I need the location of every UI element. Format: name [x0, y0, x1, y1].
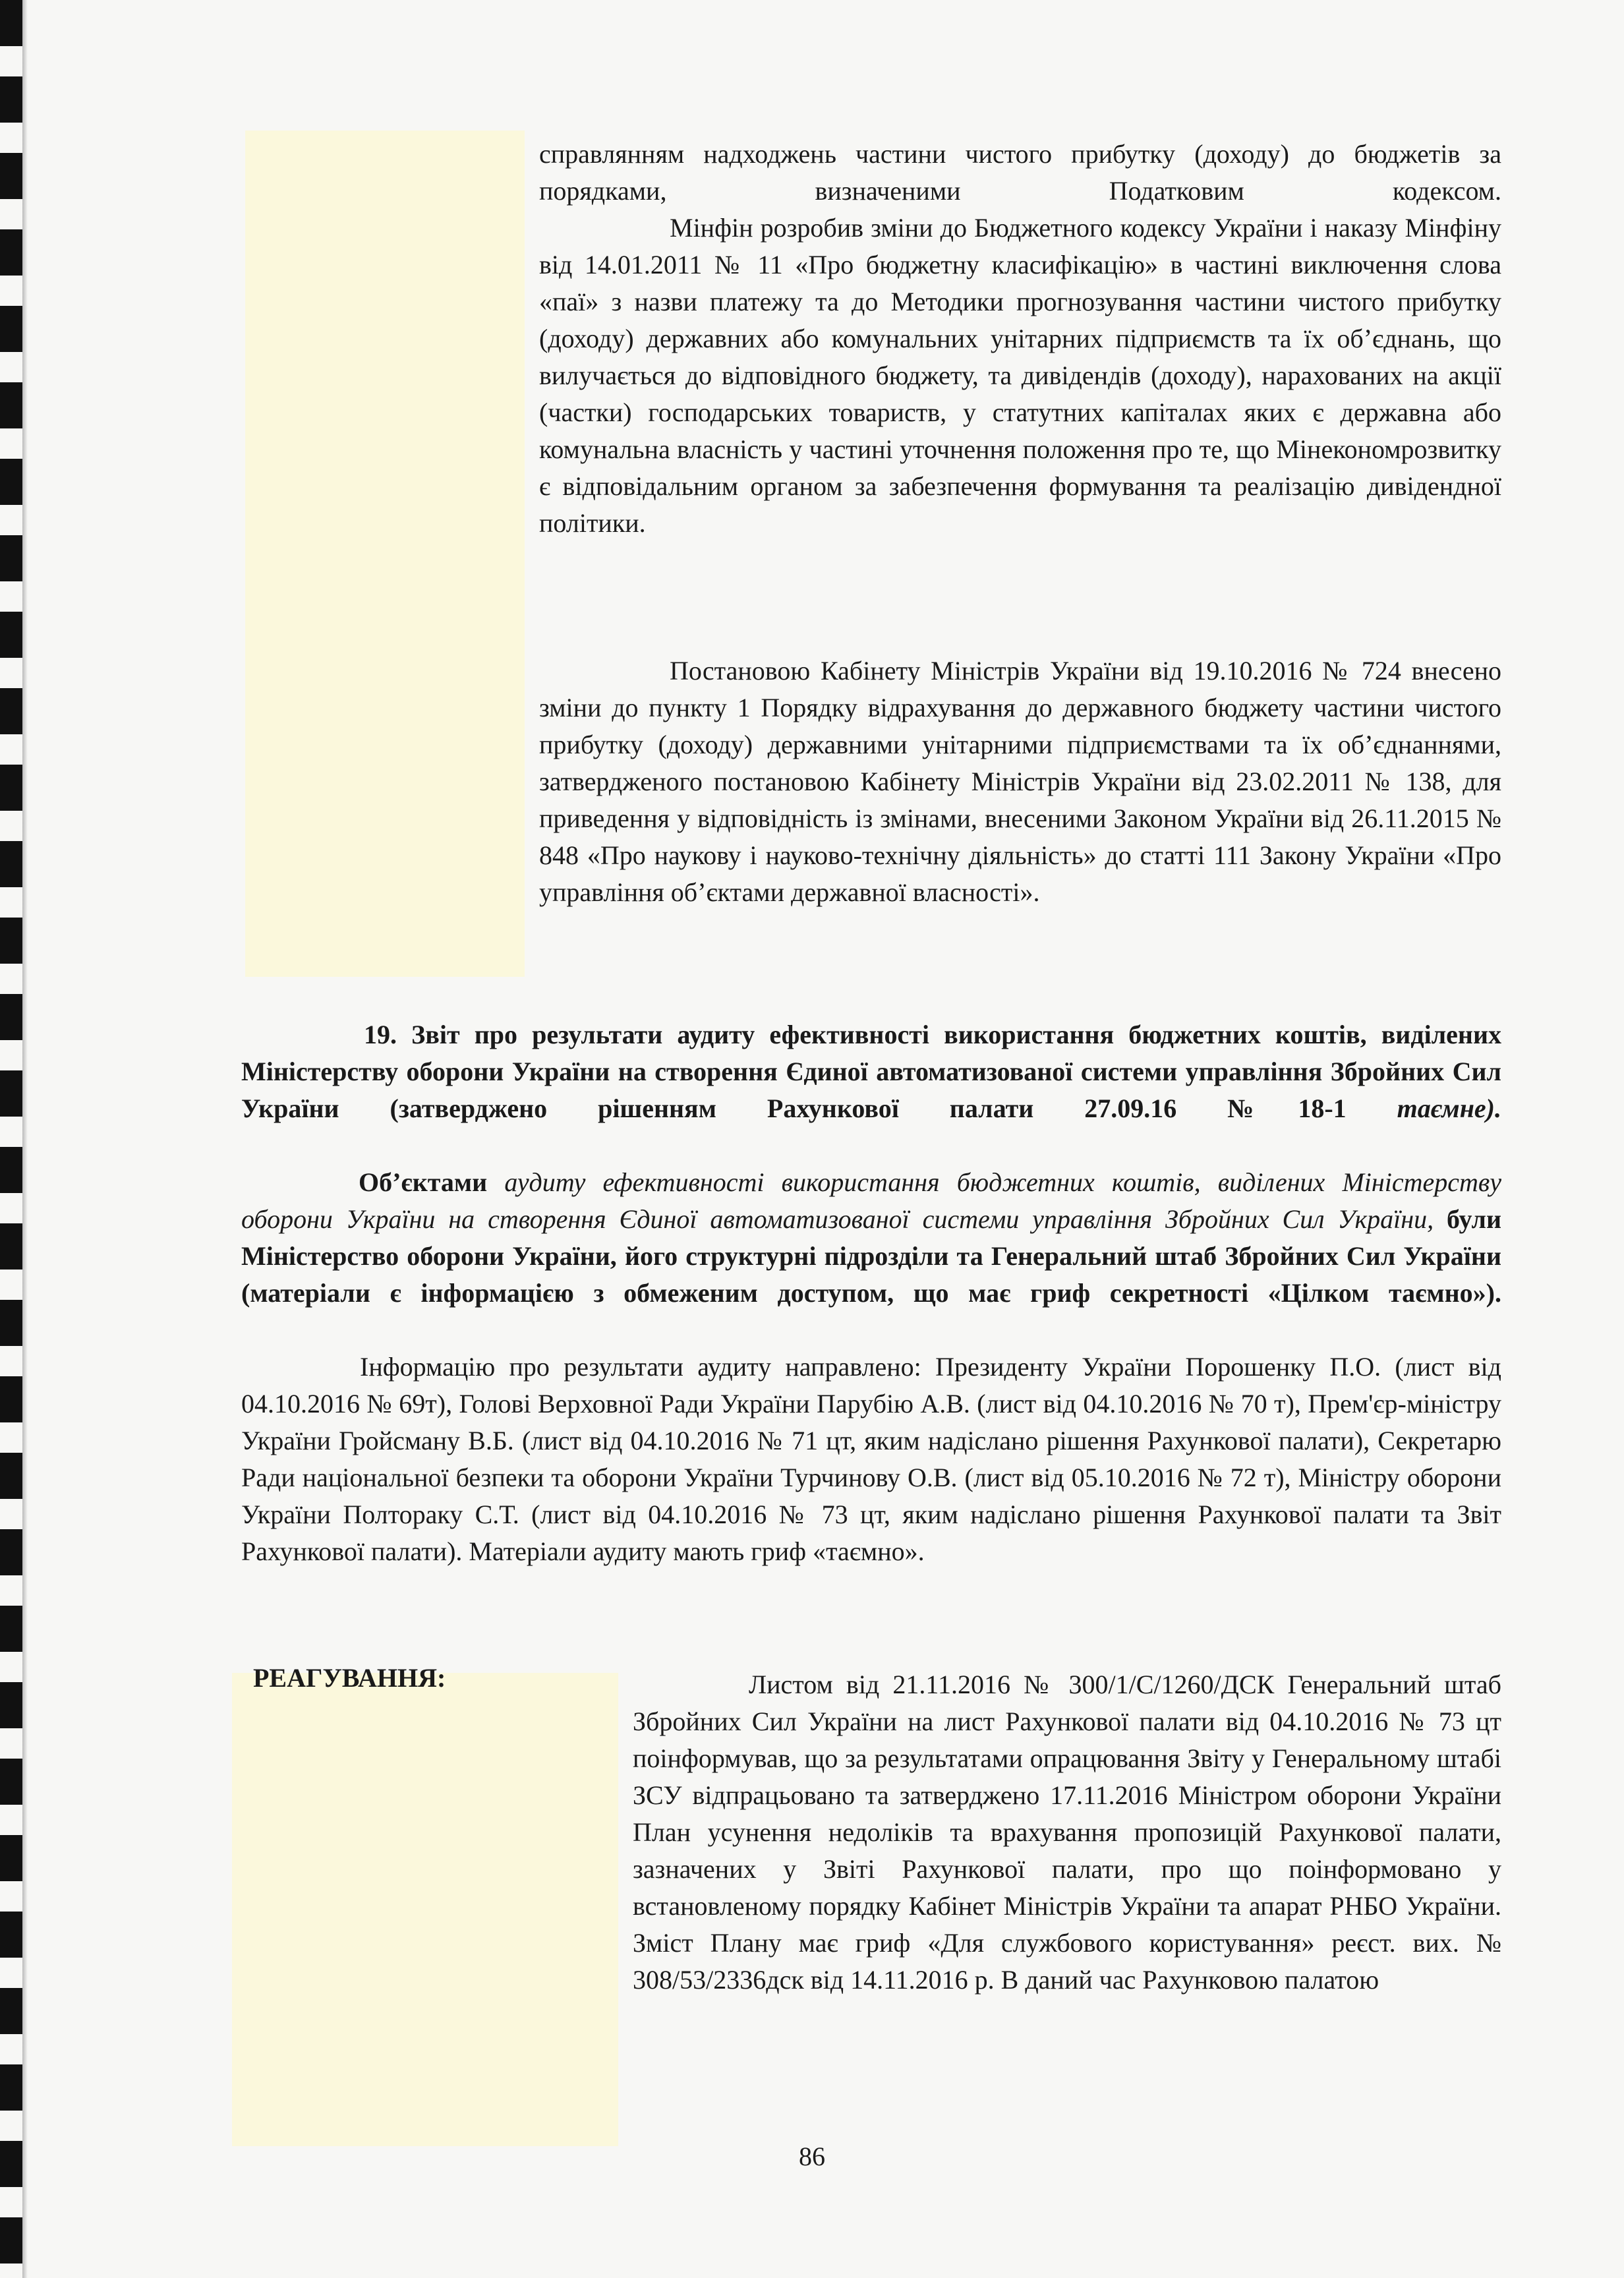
section-19-heading-classification: таємне).: [1397, 1094, 1501, 1123]
paragraph-dividend-collection: справлянням надходжень частини чистого прибутку (доходу) до бюджетів за порядками, визначеними Податковим кодексом.: [539, 139, 1501, 206]
objects-list: були Міністерство оборони України, його структурні підрозділи та Генеральний штаб Збройних Сил України (матеріали є інформацією з обмеженим доступом, що має гриф секретності «Цілком таємно»).: [241, 1204, 1502, 1308]
paragraph-minfin-changes: Мінфін розробив зміни до Бюджетного кодексу України і наказу Мінфіну від 14.01.2011 № 11 «Про бюджетну класифікацію» в частині виключення слова «паї» з назви платежу та до Методики прогнозування частини чистого прибутку (доходу) державних або комунальних унітарних підприємств та їх об’єднань, що вилучається до відповідного бюджету, та дивідендів (доходу), нарахованих на акції (частки) господарських товариств, у статутних капіталах яких є державна або комунальна власність у частині уточнення положення про те, що Мінекономрозвитку є відповідальним органом за забезпечення формування та реалізацію дивідендної політики.: [539, 213, 1501, 538]
binding-holes: [0, 0, 22, 2278]
paragraph-audit-objects: [241, 1164, 1501, 1349]
section-19-heading: [241, 1016, 1501, 1164]
paragraph-cabinet-resolution: Постановою Кабінету Міністрів України від 19.10.2016 № 724 внесено зміни до пункту 1 Порядку відрахування до державного бюджету частини чистого прибутку (доходу) державними унітарними підприємствами та їх об’єднаннями, затвердженого постановою Кабінету Міністрів України від 23.02.2011 № 138, для приведення у відповідність із змінами, внесеними Законом України від 26.11.2015 № 848 «Про наукову і науково-технічну діяльність» до статті 111 Закону України «Про управління об’єктами державної власності».: [539, 656, 1501, 907]
section-19-heading-text: 19. Звіт про результати аудиту ефективності використання бюджетних коштів, виділених Міністерству оборони України на створення Єдиної автоматизованої системи управління Збройних Сил України (затверджено рішенням Рахункової палати 27.09.16 №18-1: [241, 1020, 1501, 1123]
objects-audit-subject: аудиту ефективності використання бюджетних коштів, виділених Міністерству оборони України на створення Єдиної автоматизованої системи управління Збройних Сил України,: [241, 1167, 1502, 1234]
binding-edge-shadow: [22, 0, 28, 2278]
margin-highlight-top: [245, 131, 525, 977]
reaction-label: РЕАГУВАННЯ:: [253, 1663, 446, 1693]
paragraph-results-sent: Інформацію про результати аудиту направлено: Президенту України Порошенку П.О. (лист від 04.10.2016 № 69т), Голові Верховної Ради України Парубію А.В. (лист від 04.10.2016 № 70 т), Прем'єр-міністру України Гройсману В.Б. (лист від 04.10.2016 № 71 цт, яким надіслано рішення Рахункової палати), Секретарю Ради національної безпеки та оборони України Турчинову О.В. (лист від 05.10.2016 № 72 т), Міністру оборони України Полтораку С.Т. (лист від 04.10.2016 № 73 цт, яким надіслано рішення Рахункової палати та Звіт Рахункової палати). Матеріали аудиту мають гриф «таємно».: [241, 1352, 1501, 1566]
objects-label: Об’єктами: [359, 1167, 488, 1197]
paragraph-reaction: Листом від 21.11.2016 № 300/1/С/1260/ДСК Генеральний штаб Збройних Сил України на лист Рахункової палати від 04.10.2016 № 73 цт поінформував, що за результатами опрацювання Звіту у Генеральному штабі ЗСУ відпрацьовано та затверджено 17.11.2016 Міністром оборони України План усунення недоліків та врахування пропозицій Рахункової палати, зазначених у Звіті Рахункової палати, про що поінформовано у встановленому порядку Кабінет Міністрів України та апарат РНБО України. Зміст Плану має гриф «Для службового користування» реєст. вих. № 308/53/2336дск від 14.11.2016 р. В даний час Рахунковою палатою: [633, 1670, 1501, 1995]
margin-highlight-bottom: [232, 1673, 618, 2146]
page-number: 86: [799, 2142, 825, 2171]
